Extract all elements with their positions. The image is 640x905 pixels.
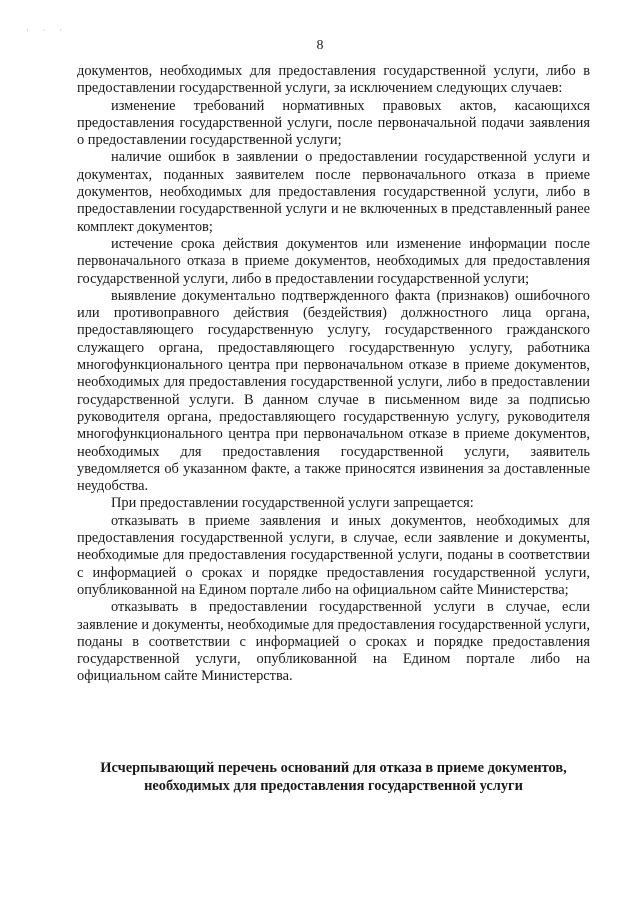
section-heading-line-2: необходимых для предоставления государственной услуги xyxy=(144,777,523,794)
section-heading xyxy=(77,760,590,795)
paragraph-prohibited-refuse-acceptance: отказывать в приеме заявления и иных документов, необходимых для предоставления государственной услуги, в случае, если заявление и документы, необходимые для предоставления государственной услуги, поданы в соответствии с информацией о сроках и порядке предоставления государственной услуги, опубликованной на Едином портале либо на официальном сайте Министерства; xyxy=(77,512,590,598)
paragraph-exception-expiry: истечение срока действия документов или изменение информации после первоначального отказа в приеме документов, необходимых для предоставления государственной услуги, либо в предоставлении государственной услуги; xyxy=(77,235,590,287)
scan-specks: · · · xyxy=(26,26,68,35)
page-number: 8 xyxy=(316,38,324,53)
paragraph-exception-misconduct: выявление документально подтвержденного факта (признаков) ошибочного или противоправного действия (бездействия) должностного лица органа, предоставляющего государственную услугу, государственного гражданского служащего органа, предоставляющего государственную услугу, работника многофункционального центра при первоначальном отказе в приеме документов, необходимых для предоставления государственной услуги, либо в предоставлении государственной услуги. В данном случае в письменном виде за подписью руководителя органа, предоставляющего государственную услугу, руководителя многофункционального центра при первоначальном отказе в приеме документов, необходимых для предоставления государственной услуги, заявитель уведомляется об указанном факте, а также приносятся извинения за доставленные неудобства. xyxy=(77,287,590,495)
paragraph-prohibited-refuse-service: отказывать в предоставлении государственной услуги в случае, если заявление и документы, необходимые для предоставления государственной услуги, поданы в соответствии с информацией о сроках и порядке предоставления государственной услуги, опубликованной на Едином портале либо на официальном сайте Министерства. xyxy=(77,599,590,685)
section-heading-line-1: Исчерпывающий перечень оснований для отказа в приеме документов, xyxy=(100,760,567,776)
paragraph-prohibited-intro: При предоставлении государственной услуги запрещается: xyxy=(111,495,474,512)
paragraph-exception-regulation-change: изменение требований нормативных правовых актов, касающихся предоставления государственной услуги, после первоначальной подачи заявления о предоставлении государственной услуги; xyxy=(77,97,590,149)
paragraph-continuation: документов, необходимых для предоставления государственной услуги, либо в предоставлении государственной услуги, за исключением следующих случаев: xyxy=(77,63,590,97)
paragraph-exception-errors: наличие ошибок в заявлении о предоставлении государственной услуги и документах, поданных заявителем после первоначального отказа в приеме документов, необходимых для предоставления государственной услуги, либо в предоставлении государственной услуги и не включенных в представленный ранее комплект документов; xyxy=(77,149,590,235)
body-text xyxy=(77,63,590,686)
